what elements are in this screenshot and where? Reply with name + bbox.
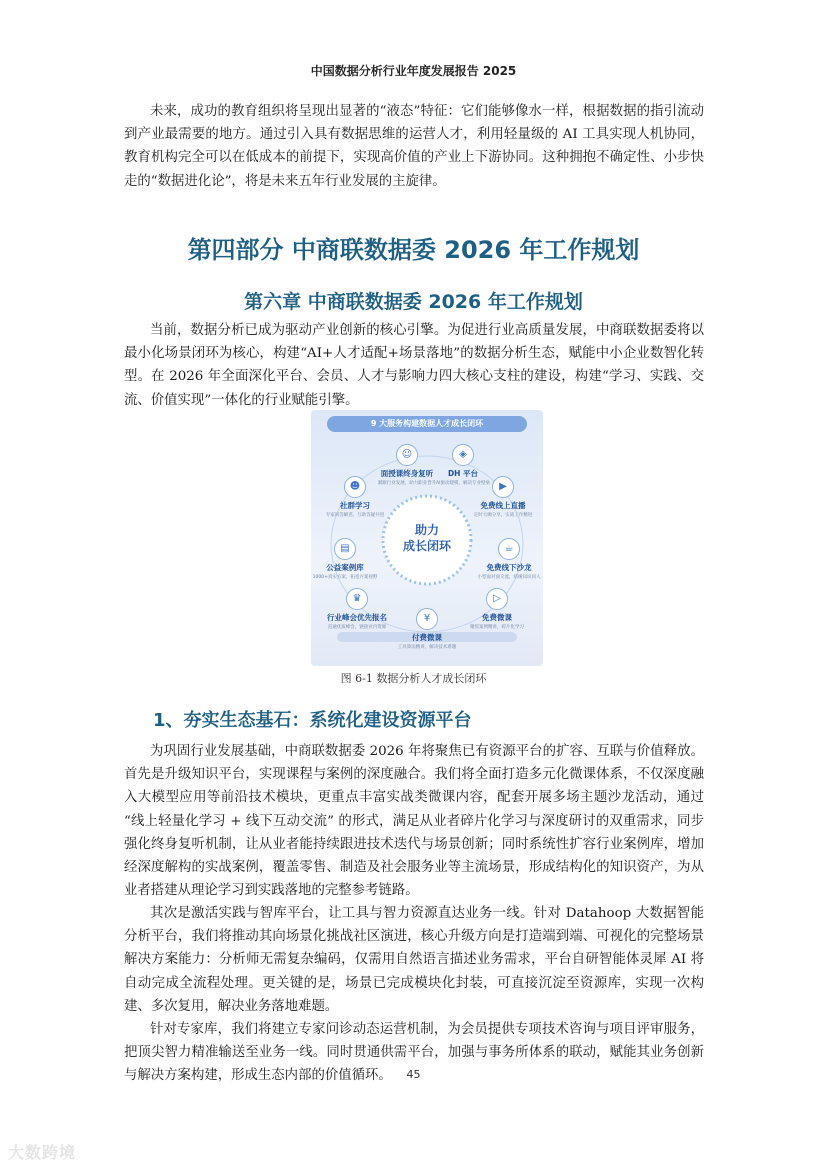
node-summit-registration: ♛ 行业峰会优先报名 直通优质峰会，链接业内资源 [317,588,397,630]
node-free-salon: ☕ 免费线下沙龙 小型面对面交流，结缘知识同人 [469,538,543,580]
figure-center-label: 助力 成长闭环 [402,523,451,553]
node-free-microcourse: ▷ 免费微课 聚焦案例精讲，碎片化学习 [457,588,537,630]
talent-growth-figure [311,410,543,666]
figure-caption: 图 6-1 数据分析人才成长闭环 [340,672,487,685]
watermark: 大数跨境 [8,1143,77,1162]
folder-icon: ▤ [334,538,356,560]
section-paragraph-2: 其次是激活实践与智库平台，让工具与智力资源直达业务一线。针对 Datahoop 大数据智能分析平台，我们将推动其向场景化挑战社区演进，核心升级方向是打造端到端、可视化的完整场景解决方案能力：分析师无需复杂编码，仅需用自然语言描述业务需求，平台自研智能体灵犀 AI 将自动完成全流程处理。更关键的是，场景已完成模块化封装，可直接沉淀至资源库，实现一次构建、多次复用，解决业务落地难题。 [124,906,704,1014]
running-header: 中国数据分析行业年度发展报告 2025 [310,64,517,78]
node-free-live: ▶ 免费线上直播 定时大咖分享，实战工作精进 [463,476,543,518]
node-case-library: ▤ 公益案例库 1000+真实方案，拓宽方案视野 [311,538,385,580]
intro-paragraph: 未来，成功的教育组织将呈现出显著的“液态”特征：它们能够像水一样，根据数据的指引流动到产业最需要的地方。通过引入具有数据思维的运营人才，利用轻量级的 AI 工具实现人机协同，教育机构完全可以在低成本的前提下，实现高价值的产业上下游协同。这种拥抱不确定性、小步快走的“数据进化论”，将是未来五年行业发展的主旋律。 [124,104,704,189]
part-title: 第四部分 中商联数据委 2026 年工作规划 [187,236,640,264]
cup-icon: ☕ [498,538,520,560]
group-icon: ☻ [344,476,366,498]
node-paid-microcourse: ¥ 付费微课 工具算法精讲，解决技术难题 [387,608,467,650]
figure-banner: 9 大服务构建数据人才成长闭环 [327,416,527,432]
page-number: 45 [406,1068,421,1081]
crown-icon: ♛ [346,588,368,610]
user-icon: ☺ [396,444,418,466]
node-lifetime-replay: ☺ 面授课终身复听 紧跟行业发展，助力职业晋升 [367,444,447,486]
node-dh-platform: ◈ DH 平台 AI驱动建模，解决专业壁垒 [423,444,503,486]
chapter-title: 第六章 中商联数据委 2026 年工作规划 [244,291,583,313]
section-paragraph-3: 针对专家库，我们将建立专家问诊动态运营机制，为会员提供专项技术咨询与项目评审服务，把顶尖智力精准输送至业务一线。同时贯通供需平台，加强与事务所体系的联动，赋能其业务创新与解决方案构建，形成生态内部的价值循环。 [124,1022,704,1084]
live-icon: ▶ [492,476,514,498]
pay-icon: ¥ [416,608,438,630]
section-title: 1、夯实生态基石：系统化建设资源平台 [153,710,472,731]
dh-icon: ◈ [452,444,474,466]
play-icon: ▷ [486,588,508,610]
node-community-learning: ☻ 社群学习 专家问答解惑，互助答疑共进 [315,476,395,518]
section-paragraph-1: 为巩固行业发展基础，中商联数据委 2026 年将聚焦已有资源平台的扩容、互联与价值释放。首先是升级知识平台，实现课程与案例的深度融合。我们将全面打造多元化微课体系，不仅深度融入大模型应用等前沿技术模块，更重点丰富实战类微课内容，配套开展多场主题沙龙活动，通过 “线上轻量化学习 + 线下互动交流” 的形式，满足从业者碎片化学习与深度研讨的双重需求，同步强化终身复听机制，让从业者能持续跟进技术迭代与场景创新；同时系统性扩容行业案例库，增加经深度解构的实战案例，覆盖零售、制造及社会服务业等主流场景，形成结构化的知识资产，为从业者搭建从理论学习到实践落地的完整参考链路。 [124,744,704,899]
chapter-paragraph: 当前，数据分析已成为驱动产业创新的核心引擎。为促进行业高质量发展，中商联数据委将以 最小化场景闭环为核心，构建“AI+人才适配+场景落地”的数据分析生态，赋能中小企业数智化转型。在 2026 年全面深化平台、会员、人才与影响力四大核心支柱的建设，构建“学习、实践、交流、价值实现”一体化的行业赋能引擎。 [124,323,704,408]
